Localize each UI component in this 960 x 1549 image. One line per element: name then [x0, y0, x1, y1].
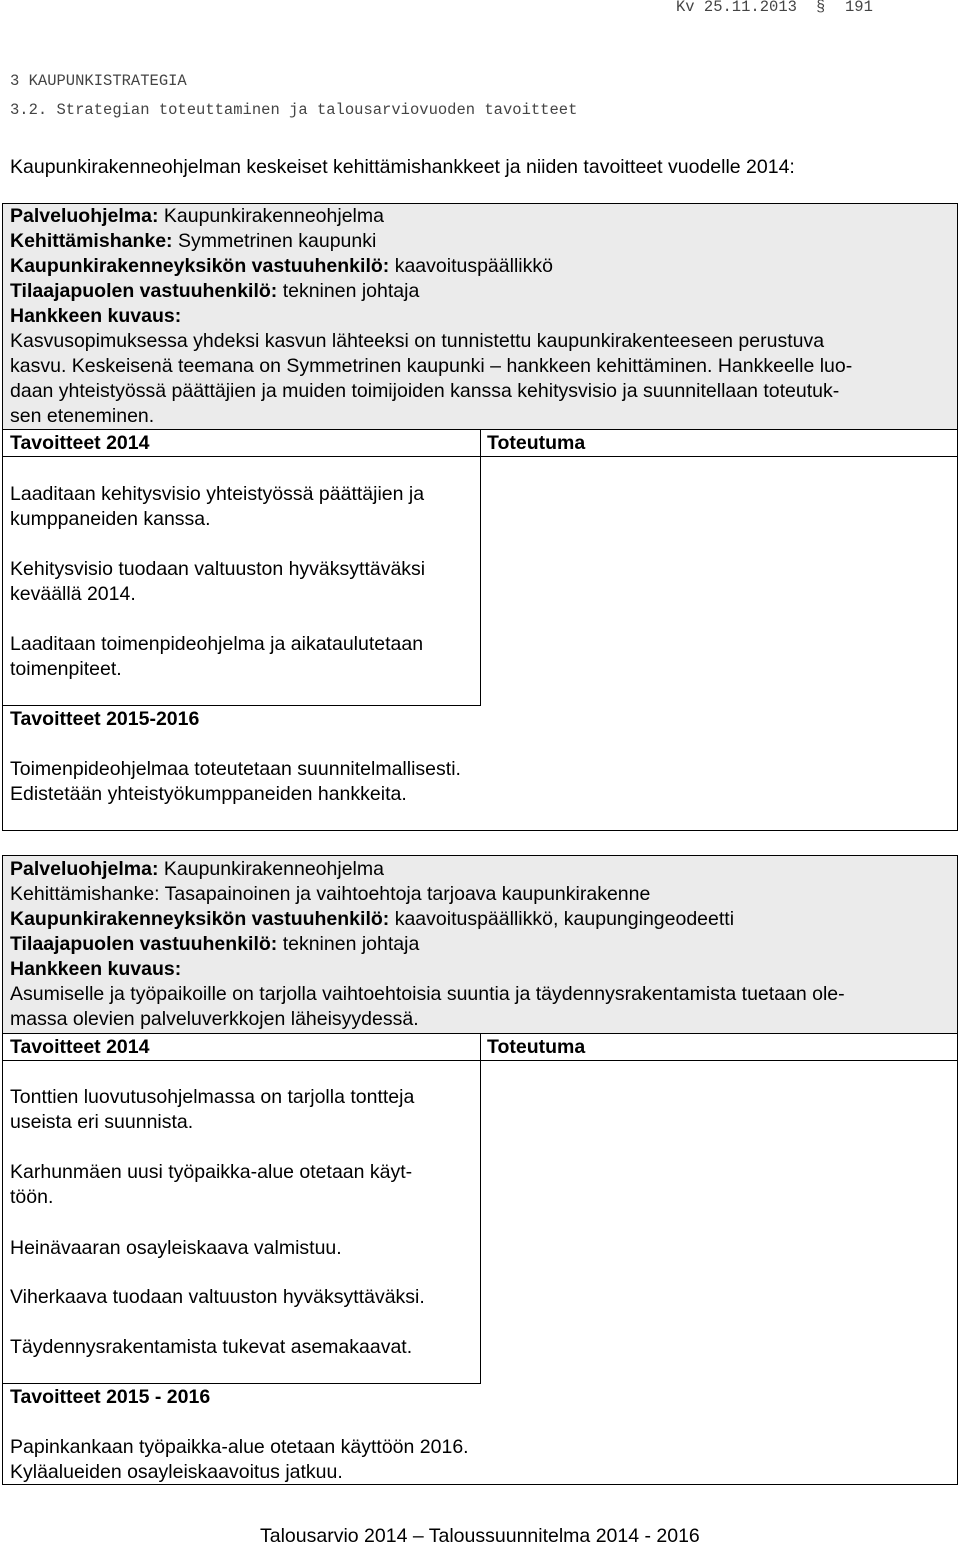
goals-future-header: Tavoitteet 2015 - 2016: [10, 1386, 211, 1408]
project-label: Kehittämishanke:: [10, 230, 173, 252]
description-label: Hankkeen kuvaus:: [10, 958, 182, 980]
project2-meta: [10, 857, 845, 1032]
client-responsible-label: Tilaajapuolen vastuuhenkilö:: [10, 933, 278, 955]
unit-responsible-label: Kaupunkirakenneyksikön vastuuhenkilö:: [10, 908, 390, 930]
client-responsible-value: tekninen johtaja: [282, 280, 420, 302]
program-value: Kaupunkirakenneohjelma: [163, 858, 384, 880]
program-value: Kaupunkirakenneohjelma: [163, 205, 384, 227]
description-line: massa olevien palveluverkkojen läheisyydessä.: [10, 1008, 419, 1030]
goals-2014-header: Tavoitteet 2014: [10, 432, 150, 454]
description-line: kasvu. Keskeisenä teemana on Symmetrinen kaupunki – hankkeen kehittäminen. Hankkeelle luo-: [10, 355, 853, 377]
intro-text: Kaupunkirakenneohjelman keskeiset kehittämishankkeet ja niiden tavoitteet vuodelle 2014:: [10, 156, 795, 178]
unit-responsible-value: kaavoituspäällikkö: [394, 255, 553, 277]
project1-column-divider: [480, 430, 481, 706]
goal-item: Karhunmäen uusi työpaikka-alue otetaan käyt- töön.: [10, 1161, 413, 1208]
project2-column-divider: [480, 1034, 481, 1384]
unit-responsible-value: kaavoituspäällikkö, kaupungingeodeetti: [394, 908, 735, 930]
project1-meta: [10, 204, 852, 429]
client-responsible-value: tekninen johtaja: [282, 933, 420, 955]
project-line: Kehittämishanke: Tasapainoinen ja vaihtoehtoja tarjoava kaupunkirakenne: [10, 883, 651, 905]
client-responsible-label: Tilaajapuolen vastuuhenkilö:: [10, 280, 278, 302]
project1-goals-bottom-line: [3, 705, 481, 706]
goal-item: Laaditaan kehitysvisio yhteistyössä päättäjien ja kumppaneiden kanssa.: [10, 483, 425, 530]
description-line: sen eteneminen.: [10, 405, 155, 427]
chapter-heading: 3 KAUPUNKISTRATEGIA: [10, 72, 187, 90]
program-label: Palveluohjelma:: [10, 205, 159, 227]
project2-goals-bottom-line: [3, 1383, 481, 1384]
future-goals: Toimenpideohjelmaa toteutetaan suunnitelmallisesti. Edistetään yhteistyökumppaneiden hankkeita.: [10, 758, 461, 805]
goal-item: Tonttien luovutusohjelmassa on tarjolla tontteja useista eri suunnista.: [10, 1086, 415, 1133]
document-date: Kv 25.11.2013: [676, 0, 797, 16]
goals-future-header: Tavoitteet 2015-2016: [10, 708, 200, 730]
program-label: Palveluohjelma:: [10, 858, 159, 880]
page-number: 191: [845, 0, 873, 16]
future-goals: Papinkankaan työpaikka-alue otetaan käyttöön 2016. Kyläalueiden osayleiskaavoitus jatkuu.: [10, 1436, 469, 1483]
goals-2014-header: Tavoitteet 2014: [10, 1036, 150, 1058]
page-footer: Talousarvio 2014 – Taloussuunnitelma 2014 - 2016: [260, 1525, 700, 1547]
subchapter-heading: 3.2. Strategian toteuttaminen ja talousarviovuoden tavoitteet: [10, 101, 578, 119]
result-header: Toteutuma: [487, 432, 586, 454]
project-value: Symmetrinen kaupunki: [177, 230, 377, 252]
goal-item: Laaditaan toimenpideohjelma ja aikataulutetaan toimenpiteet.: [10, 633, 424, 680]
description-line: Kasvusopimuksessa yhdeksi kasvun lähteeksi on tunnistettu kaupunkirakenteeseen perustuva: [10, 330, 825, 352]
section-sign: §: [816, 0, 826, 16]
goal-item: Heinävaaran osayleiskaava valmistuu.: [10, 1237, 342, 1259]
description-line: Asumiselle ja työpaikoille on tarjolla vaihtoehtoisia suuntia ja täydennysrakentamista tuetaan ole-: [10, 983, 845, 1005]
unit-responsible-label: Kaupunkirakenneyksikön vastuuhenkilö:: [10, 255, 390, 277]
goal-item: Kehitysvisio tuodaan valtuuston hyväksyttäväksi keväällä 2014.: [10, 558, 426, 605]
description-line: daan yhteistyössä päättäjien ja muiden toimijoiden kanssa kehitysvisio ja suunnitellaan toteutuk-: [10, 380, 840, 402]
description-label: Hankkeen kuvaus:: [10, 305, 182, 327]
goal-item: Viherkaava tuodaan valtuuston hyväksyttäväksi.: [10, 1286, 425, 1308]
result-header: Toteutuma: [487, 1036, 586, 1058]
goal-item: Täydennysrakentamista tukevat asemakaavat.: [10, 1336, 413, 1358]
